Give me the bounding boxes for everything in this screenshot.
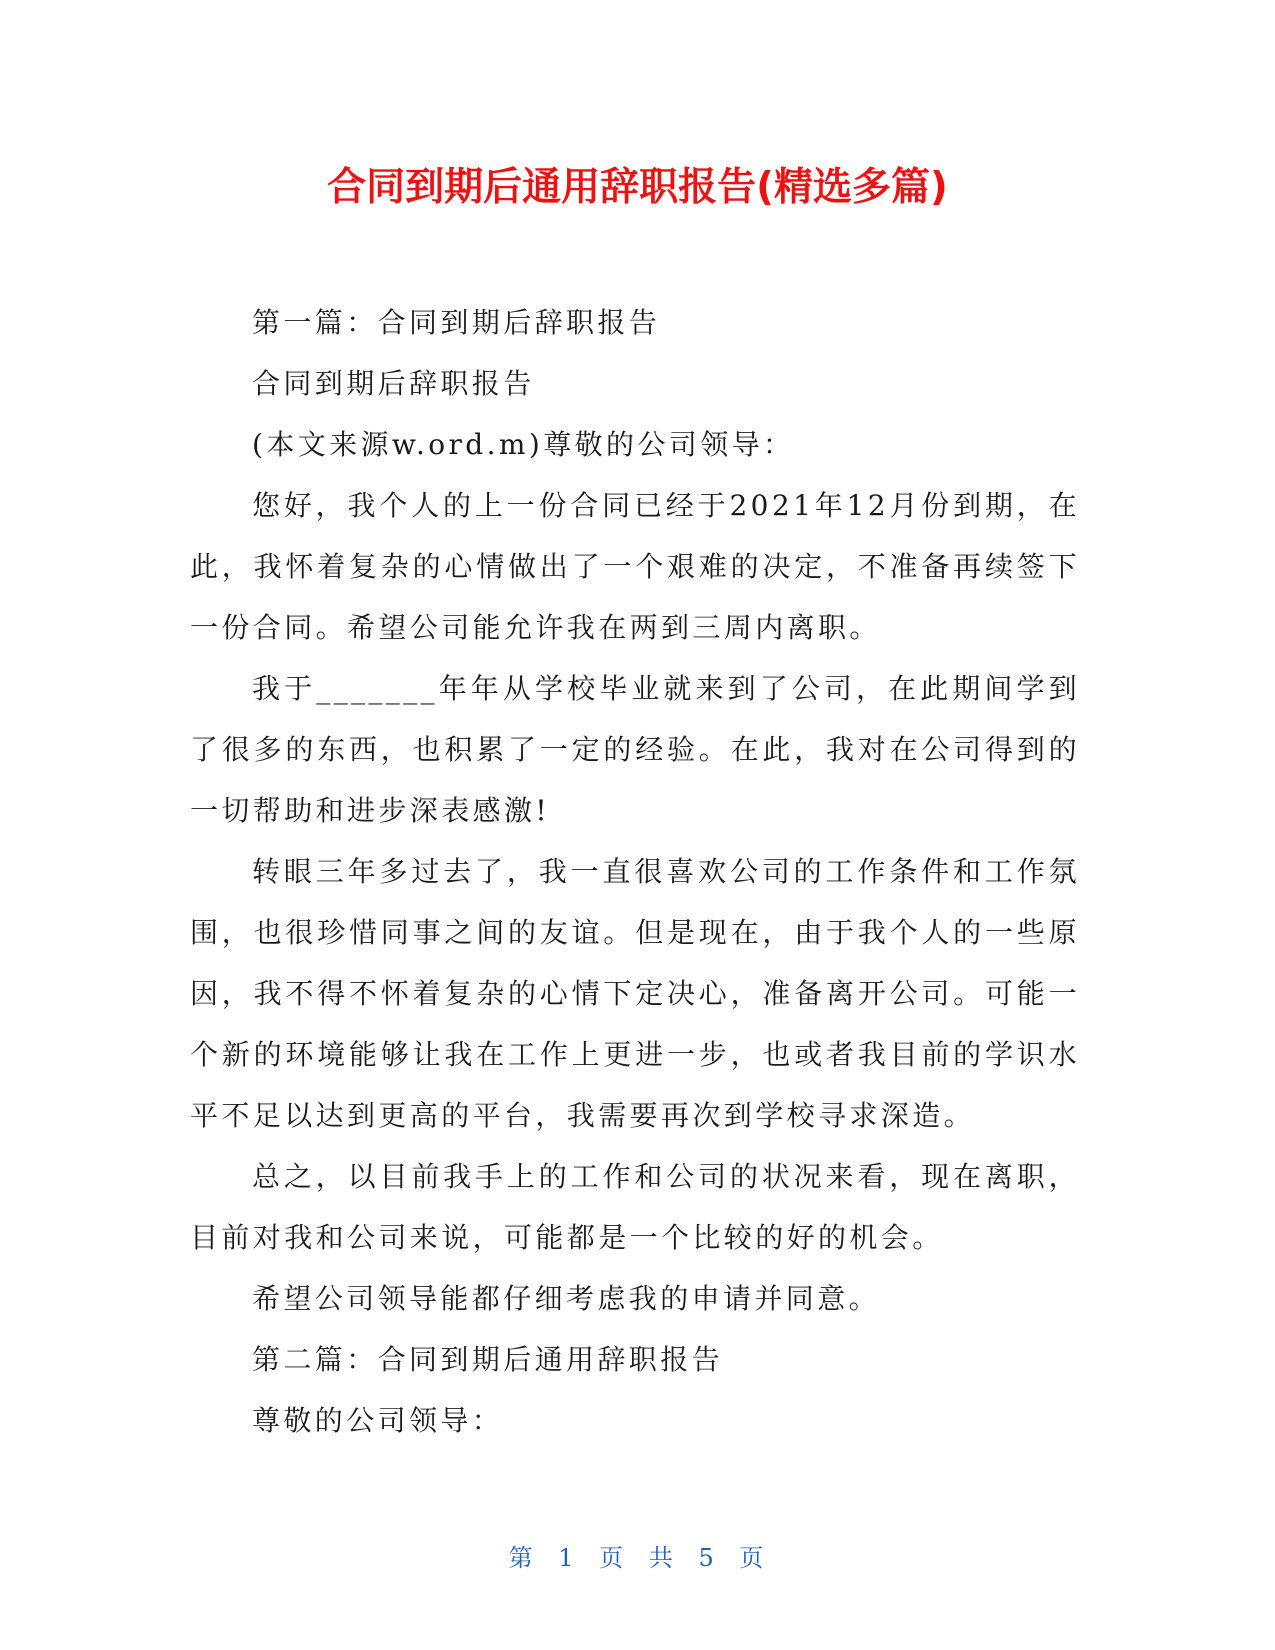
paragraph-graduation: 我于_______年年从学校毕业就来到了公司，在此期间学到了很多的东西，也积累了一定的经验。在此，我对在公司得到的一切帮助和进步深表感激! bbox=[190, 672, 1080, 827]
paragraph-reasons: 转眼三年多过去了，我一直很喜欢公司的工作条件和工作氛围，也很珍惜同事之间的友谊。但是现在，由于我个人的一些原因，我不得不怀着复杂的心情下定决心，准备离开公司。可能一个新的环境能够让我在工作上更进一步，也或者我目前的学识水平不足以达到更高的平台，我需要再次到学校寻求深造。 bbox=[190, 855, 1080, 1132]
footer-suffix: 页 bbox=[739, 1544, 767, 1572]
footer-current-page: 1 bbox=[558, 1544, 577, 1572]
page-footer bbox=[0, 1538, 1275, 1573]
document-body bbox=[190, 292, 1080, 1451]
paragraph-request: 希望公司领导能都仔细考虑我的申请并同意。 bbox=[252, 1282, 881, 1315]
paragraph-part-two-heading: 第二篇：合同到期后通用辞职报告 bbox=[252, 1343, 724, 1376]
paragraph-conclusion: 总之，以目前我手上的工作和公司的状况来看，现在离职，目前对我和公司来说，可能都是一个比较的好的机会。 bbox=[190, 1160, 1080, 1254]
paragraph-report-title: 合同到期后辞职报告 bbox=[252, 367, 535, 400]
footer-total-label: 共 bbox=[648, 1544, 676, 1572]
paragraph-contract-expiry: 您好，我个人的上一份合同已经于2021年12月份到期，在此，我怀着复杂的心情做出了一个艰难的决定，不准备再续签下一份合同。希望公司能允许我在两到三周内离职。 bbox=[190, 489, 1080, 644]
document-title: 合同到期后通用辞职报告(精选多篇) bbox=[327, 165, 948, 210]
footer-page-label: 页 bbox=[599, 1544, 627, 1572]
paragraph-salutation: (本文来源w.ord.m)尊敬的公司领导： bbox=[252, 428, 795, 461]
footer-prefix: 第 bbox=[508, 1544, 536, 1572]
footer-total-pages: 5 bbox=[698, 1544, 717, 1572]
paragraph-part-two-salutation: 尊敬的公司领导： bbox=[252, 1404, 504, 1437]
paragraph-part-one-heading: 第一篇：合同到期后辞职报告 bbox=[252, 306, 661, 339]
